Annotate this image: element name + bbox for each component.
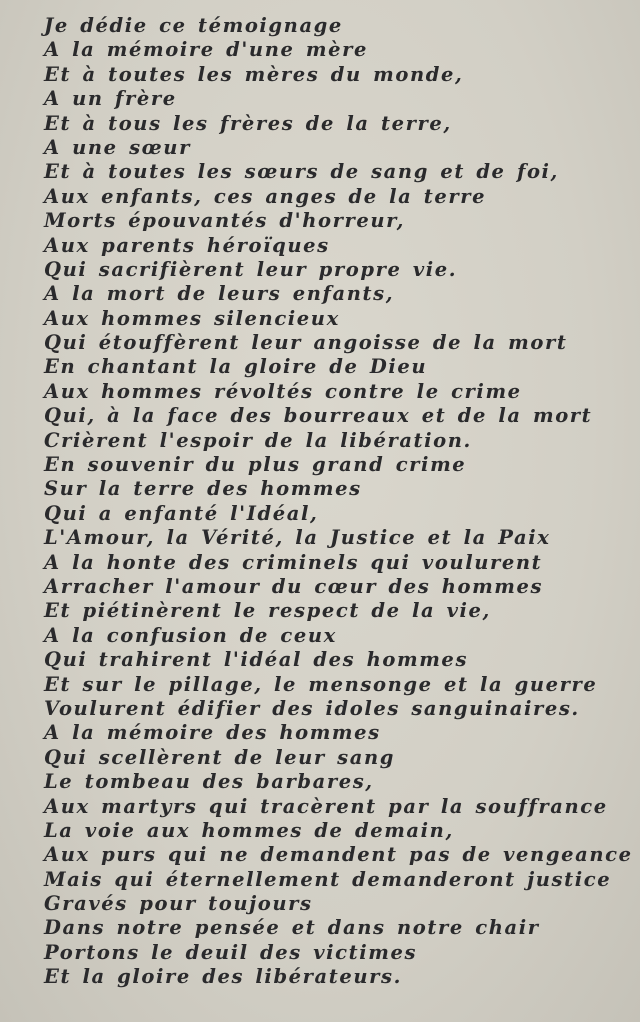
poem-line: Morts épouvantés d'horreur, (44, 209, 405, 233)
poem-line: A la mort de leurs enfants, (44, 282, 395, 306)
poem-line: Et à toutes les mères du monde, (44, 62, 464, 86)
poem-line: Qui trahirent l'idéal des hommes (44, 648, 469, 672)
poem-line: Crièrent l'espoir de la libération. (44, 428, 472, 452)
poem-line: A la mémoire des hommes (44, 721, 381, 745)
poem-line: En souvenir du plus grand crime (44, 453, 467, 477)
poem-line: Qui étouffèrent leur angoisse de la mort (44, 331, 568, 355)
poem-line: Qui a enfanté l'Idéal, (44, 501, 319, 525)
poem-line: Et piétinèrent le respect de la vie, (44, 599, 491, 623)
poem-line: Et la gloire des libérateurs. (44, 965, 403, 989)
poem-line: Arracher l'amour du cœur des hommes (44, 574, 544, 598)
poem-line: Aux enfants, ces anges de la terre (44, 184, 487, 208)
poem-line: La voie aux hommes de demain, (44, 818, 454, 842)
poem-line: A une sœur (44, 135, 191, 159)
poem-line: Je dédie ce témoignage (44, 14, 343, 37)
dedication-poem (44, 14, 634, 990)
poem-line: Et sur le pillage, le mensonge et la guerre (44, 672, 598, 696)
poem-line: Aux hommes révoltés contre le crime (44, 379, 522, 403)
poem-line: Qui scellèrent de leur sang (44, 745, 396, 769)
poem-line: Aux purs qui ne demandent pas de vengeance (44, 843, 633, 867)
poem-line: Portons le deuil des victimes (44, 940, 418, 964)
poem-line: A la confusion de ceux (44, 623, 337, 647)
poem-line: Dans notre pensée et dans notre chair (44, 916, 540, 940)
poem-line: A un frère (44, 87, 177, 111)
poem-line: Qui sacrifièrent leur propre vie. (44, 257, 458, 281)
poem-line: Le tombeau des barbares, (44, 770, 374, 794)
poem-line: Aux martyrs qui tracèrent par la souffrance (44, 794, 608, 818)
poem-line: Qui, à la face des bourreaux et de la mort (44, 404, 593, 428)
poem-line: Et à toutes les sœurs de sang et de foi, (44, 160, 559, 184)
poem-line: En chantant la gloire de Dieu (44, 355, 428, 379)
poem-line: A la mémoire d'une mère (44, 38, 368, 62)
poem-line: L'Amour, la Vérité, la Justice et la Paix (44, 526, 551, 550)
poem-line: A la honte des criminels qui voulurent (44, 550, 543, 574)
poem-line: Et à tous les frères de la terre, (44, 111, 452, 135)
poem-line: Aux hommes silencieux (44, 306, 340, 330)
poem-line: Voulurent édifier des idoles sanguinaires. (44, 696, 580, 720)
poem-line: Mais qui éternellement demanderont justice (44, 867, 612, 891)
poem-line: Sur la terre des hommes (44, 477, 362, 501)
poem-line: Aux parents héroïques (44, 233, 330, 257)
poem-line: Gravés pour toujours (44, 892, 313, 916)
